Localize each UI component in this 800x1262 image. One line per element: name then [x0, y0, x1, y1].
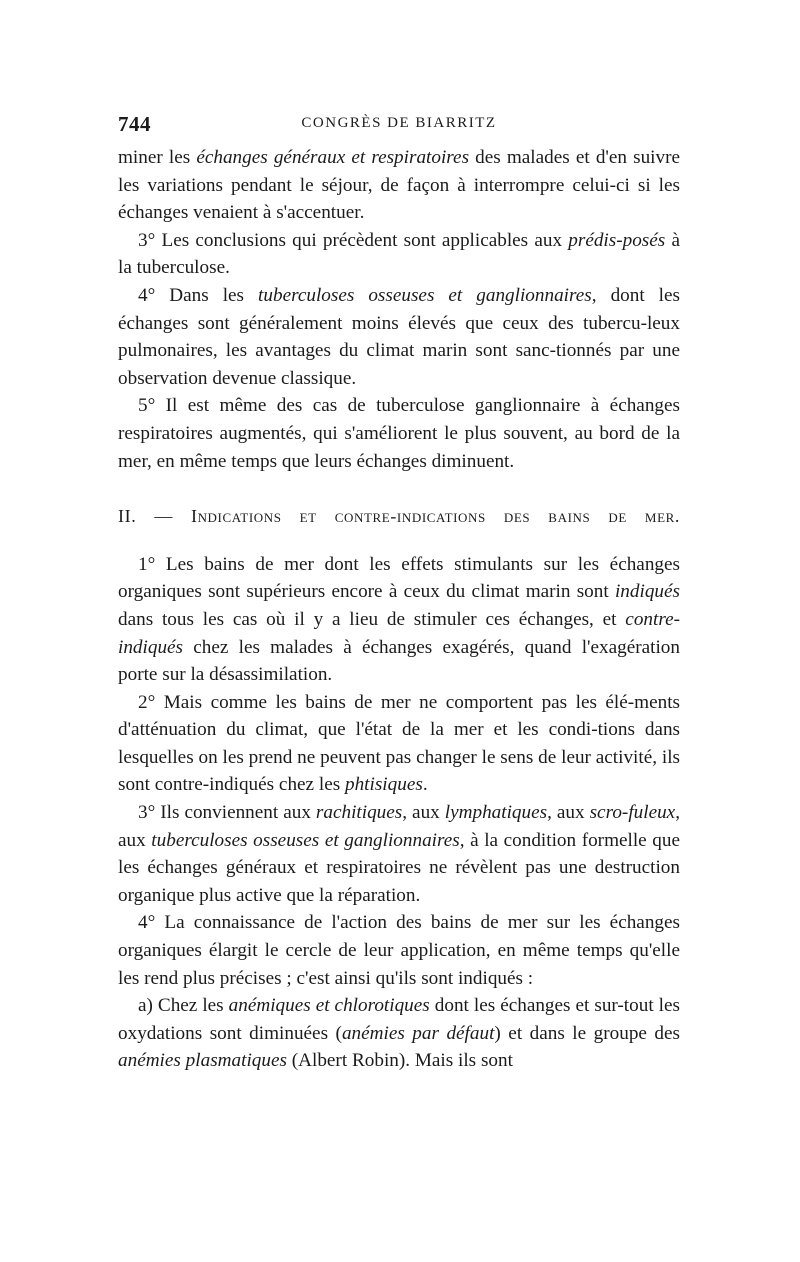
italic-run: tuberculoses osseuses et ganglionnaires	[151, 829, 460, 851]
text-run: 3° Ils conviennent aux	[138, 802, 316, 824]
paragraph-4	[118, 909, 680, 992]
section-heading: II. — Indications et contre-indications des bains de mer.	[118, 506, 680, 527]
text-run: à la tuberculose.	[118, 229, 680, 279]
text-run: 4° La connaissance de l'action des bains de mer sur les échanges organiques élargit le cercle de leur application, en même temps qu'elle les rend plus précises ; c'est ainsi qu'ils sont indiqués :	[118, 912, 680, 989]
text-run: des malades et d'en suivre les variations pendant le séjour, de façon à interrompre celui-ci si les échanges venaient à s'accentuer.	[118, 147, 680, 224]
text-run: , aux	[402, 802, 445, 824]
text-run: 5° Il est même des cas de tuberculose ganglionnaire à échanges respiratoires augmentés, qui s'améliorent le plus souvent, au bord de la mer, en même temps que leurs échanges diminuent.	[118, 395, 680, 472]
italic-run: contre-indiqués	[118, 608, 680, 658]
italic-run: rachitiques	[315, 802, 403, 824]
text-run: dans tous les cas où il y a lieu de stimuler ces échanges, et	[118, 608, 626, 630]
book-page	[118, 112, 680, 1075]
text-run: 2° Mais comme les bains de mer ne comportent pas les élé-ments d'atténuation du climat, que l'état de la mer et les condi-tions dans lesquelles on les prend ne peuvent pas changer le sens de leur activité, ils sont contre-indiqués chez les	[118, 691, 680, 796]
text-run: (Albert Robin). Mais ils sont	[286, 1050, 513, 1072]
text-run: 3° Les conclusions qui précèdent sont applicables aux	[138, 229, 569, 251]
italic-run: phtisiques	[344, 774, 423, 796]
text-run: 4° Dans les	[138, 284, 259, 306]
italic-run: scro-fuleux	[589, 802, 676, 824]
italic-run: échanges généraux et respiratoires	[196, 147, 470, 168]
paragraph-3	[118, 227, 680, 282]
body-text	[118, 144, 680, 1075]
page-number: 744	[118, 112, 151, 136]
text-run: .	[422, 774, 428, 796]
text-run: a) Chez les	[138, 995, 229, 1017]
text-run: chez les malades à échanges exagérés, quand l'exagération porte sur la désassimilation.	[118, 636, 680, 686]
running-title: CONGRÈS DE BIARRITZ	[301, 115, 497, 131]
italic-run: tuberculoses osseuses et ganglionnaires	[258, 284, 592, 306]
paragraph-continuation	[118, 144, 680, 227]
italic-run: anémies plasmatiques	[118, 1050, 287, 1072]
text-run: , aux	[118, 802, 680, 851]
italic-run: lymphatiques	[444, 802, 548, 824]
paragraph-4	[118, 282, 680, 392]
running-head	[118, 112, 680, 142]
paragraph-2	[118, 689, 680, 799]
italic-run: prédis-posés	[568, 229, 666, 251]
text-run: miner les	[118, 147, 197, 168]
paragraph-3	[118, 799, 680, 909]
paragraph-5	[118, 392, 680, 475]
text-run: , à la condition formelle que les échanges généraux et respiratoires ne révèlent pas une destruction organique plus active que la réparation.	[118, 829, 680, 906]
italic-run: anémies par défaut	[341, 1022, 495, 1044]
text-run: ) et dans le groupe des	[494, 1022, 680, 1044]
paragraph-a	[118, 992, 680, 1075]
italic-run: anémiques et chlorotiques	[228, 995, 430, 1017]
text-run: dont les échanges et sur-tout les oxydations sont diminuées (	[118, 995, 680, 1044]
italic-run: indiqués	[614, 581, 680, 603]
text-run: 1° Les bains de mer dont les effets stimulants sur les échanges organiques sont supérieurs encore à ceux du climat marin sont	[118, 553, 680, 603]
text-run: , dont les échanges sont généralement moins élevés que ceux des tubercu-leux pulmonaires, les avantages du climat marin sont sanc-tionnés par une observation devenue classique.	[118, 284, 681, 389]
paragraph-1	[118, 551, 680, 689]
text-run: , aux	[547, 802, 590, 824]
